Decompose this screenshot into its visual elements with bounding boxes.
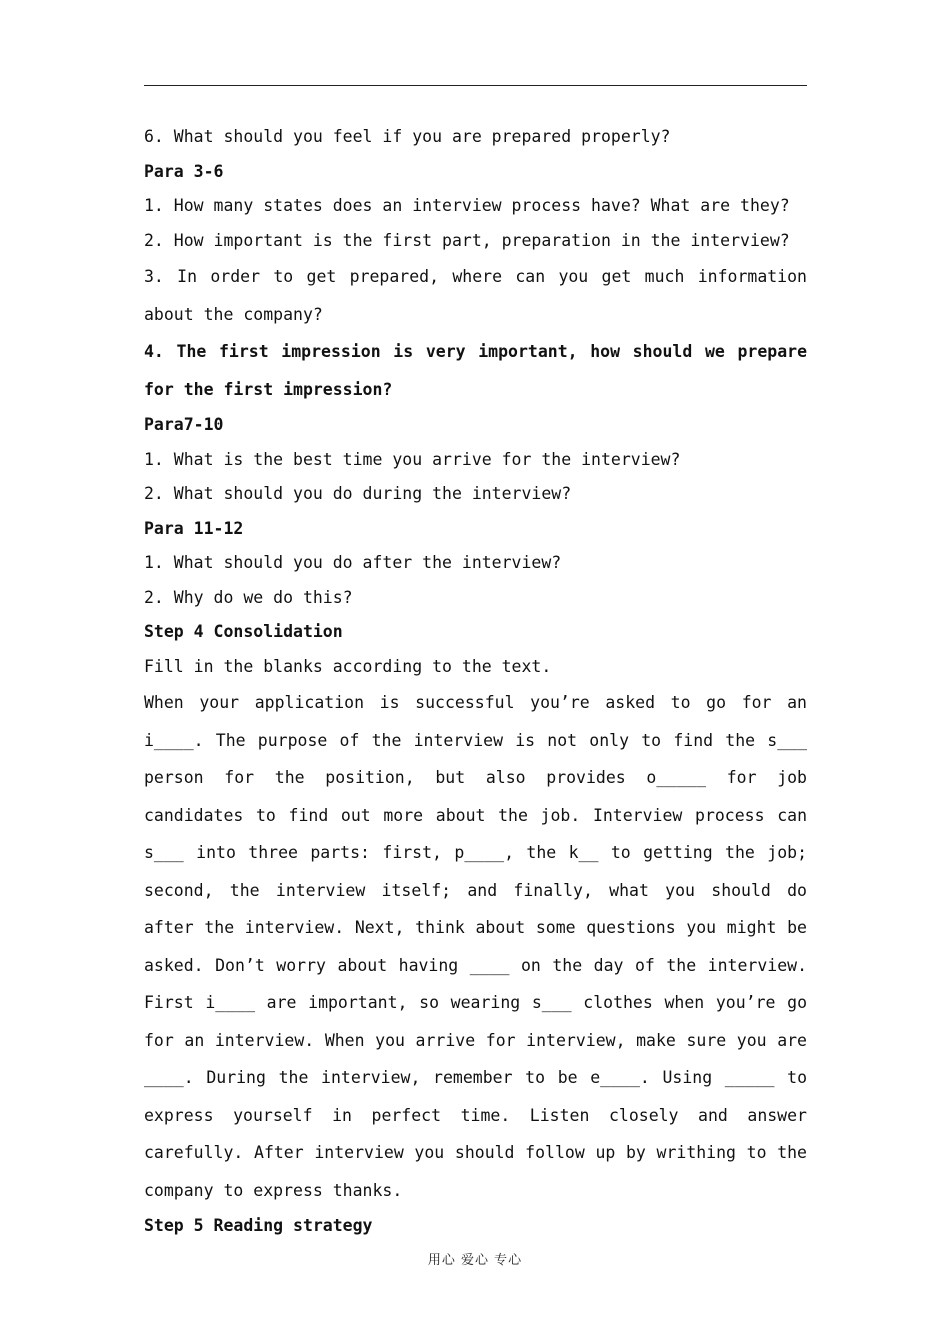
header-rule xyxy=(144,85,807,86)
step-4-instruction: Fill in the blanks according to the text. xyxy=(144,656,552,676)
step-4-heading: Step 4 Consolidation xyxy=(144,622,343,641)
para-3-6-question-3: 3. In order to get prepared, where can you get much information about the company? xyxy=(144,267,807,324)
para-3-6-question-4: 4. The first impression is very important, how should we prepare for the first impression? xyxy=(144,342,807,399)
para-3-6-question-1: 1. How many states does an interview process have? What are they? xyxy=(144,196,790,215)
page-footer: 用心 爱心 专心 xyxy=(427,1253,523,1268)
para-11-12-question-1: 1. What should you do after the interview? xyxy=(144,553,562,572)
section-heading-para-3-6: Para 3-6 xyxy=(144,161,224,181)
step-4-passage: When your application is successful you’re asked to go for an i____. The purpose of the interview is not only to find the s___ person for the position, but also provides o_____ for job candidates to find out more about the job. Interview process can s___ into three parts: first, p____, the k__ to getting the job; second, the interview itself; and finally, what you should do after the interview. Next, think about some questions you might be asked. Don’t worry about having ____ on the day of the interview. First i____ are important, so wearing s___ clothes when you’re go for an interview. When you arrive for interview, make sure you are ____. During the interview, remember to be e____. Using _____ to express yourself in perfect time. Listen closely and answer carefully. After interview you should follow up by writhing to the company to express thanks. xyxy=(144,693,807,1200)
document-body xyxy=(144,120,807,1244)
section-heading-para-11-12: Para 11-12 xyxy=(144,518,244,538)
para-11-12-question-2: 2. Why do we do this? xyxy=(144,587,353,607)
para-7-10-question-2: 2. What should you do during the interview? xyxy=(144,484,572,503)
step-5-heading: Step 5 Reading strategy xyxy=(144,1216,373,1235)
para-3-6-question-2: 2. How important is the first part, preparation in the interview? xyxy=(144,230,790,250)
para-7-10-question-1: 1. What is the best time you arrive for the interview? xyxy=(144,449,681,469)
question-6: 6. What should you feel if you are prepared properly? xyxy=(144,127,671,146)
section-heading-para-7-10: Para7-10 xyxy=(144,415,224,434)
